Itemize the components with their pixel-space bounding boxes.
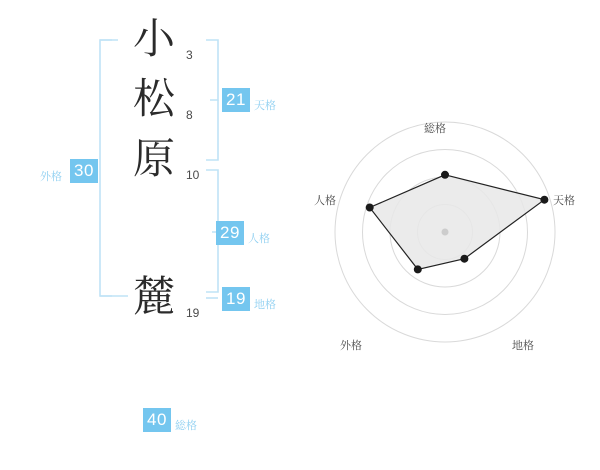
tenkaku-label: 天格	[254, 100, 276, 112]
kanji-char-1: 小	[133, 14, 176, 63]
radar-axis-label-chikaku: 地格	[512, 340, 534, 352]
soukaku-label: 総格	[175, 420, 197, 432]
tenkaku-value: 21	[222, 88, 250, 112]
radar-point-4	[366, 204, 374, 212]
jinkaku-value: 29	[216, 221, 244, 245]
gaikaku-label: 外格	[40, 171, 62, 183]
stroke-count-2: 8	[186, 108, 193, 122]
stroke-count-3: 10	[186, 168, 200, 182]
gaikaku-value: 30	[70, 159, 98, 183]
chikaku-value: 19	[222, 287, 250, 311]
chikaku-label: 地格	[254, 299, 276, 311]
radar-point-0	[441, 171, 449, 179]
kanji-char-4: 麓	[133, 272, 176, 321]
radar-chart	[300, 100, 590, 380]
radar-point-2	[460, 255, 468, 263]
radar-axis-label-gaikaku: 外格	[340, 340, 362, 352]
radar-axis-label-jinkaku: 人格	[314, 195, 336, 207]
jinkaku-label: 人格	[248, 233, 270, 245]
radar-point-3	[414, 265, 422, 273]
stroke-count-1: 3	[186, 48, 193, 62]
kanji-char-3: 原	[133, 134, 176, 183]
stroke-count-4: 19	[186, 306, 200, 320]
kanji-char-2: 松	[133, 74, 176, 123]
radar-axis-label-tenkaku: 天格	[553, 195, 575, 207]
radar-axis-label-soukaku: 総格	[424, 123, 446, 135]
soukaku-value: 40	[143, 408, 171, 432]
radar-point-1	[540, 196, 548, 204]
